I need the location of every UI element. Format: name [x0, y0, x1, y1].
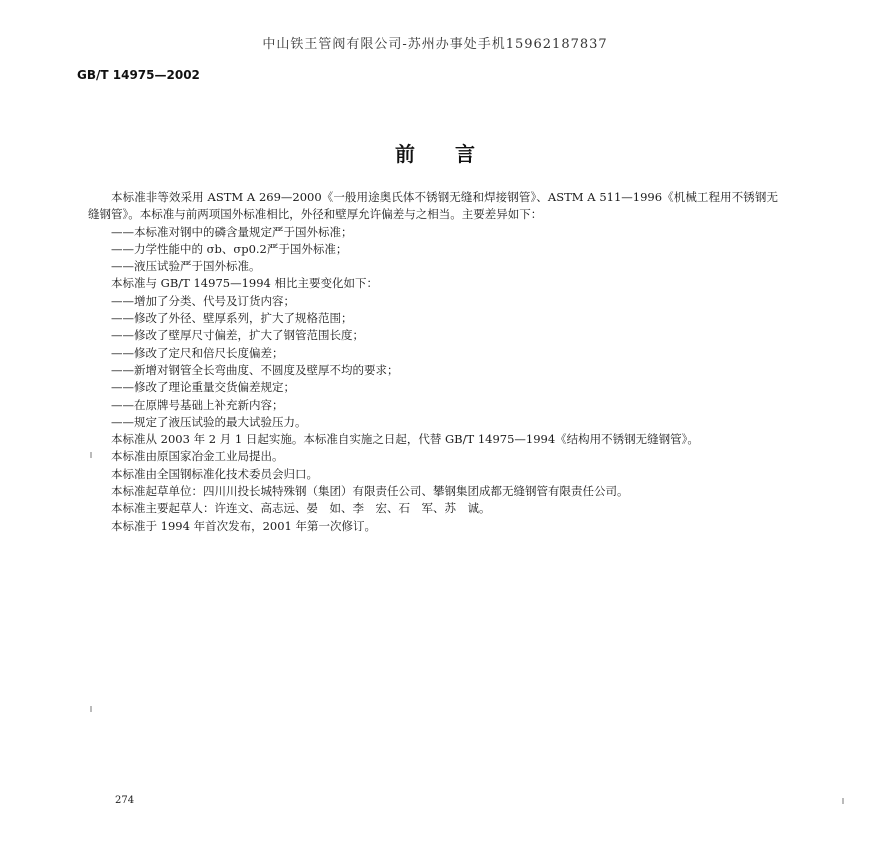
- page-title: 前言: [395, 142, 515, 166]
- paragraph-proposed-by: 本标准由原国家冶金工业局提出。: [111, 449, 284, 464]
- header-watermark: 中山铁王管阀有限公司-苏州办事处手机15962187837: [262, 37, 608, 52]
- list-item: ——新增对钢管全长弯曲度、不圆度及壁厚不均的要求；: [111, 362, 399, 377]
- foreword-body: [88, 189, 778, 535]
- list-item: ——在原牌号基础上补充新内容；: [111, 397, 284, 412]
- page-number: 274: [115, 795, 135, 806]
- paragraph-drafting-units: 本标准起草单位：四川川投长城特殊钢（集团）有限责任公司、攀钢集团成都无缝钢管有限责任公司。: [111, 484, 629, 499]
- scan-artifact: [90, 452, 92, 458]
- list-item: ——增加了分类、代号及订货内容；: [111, 293, 295, 308]
- scan-artifact: [90, 706, 92, 712]
- paragraph-effective-date: 本标准从 2003 年 2 月 1 日起实施。本标准自实施之日起，代替 GB/T 14975—1994《结构用不锈钢无缝钢管》。: [111, 432, 699, 447]
- list-item: ——修改了壁厚尺寸偏差，扩大了钢管范围长度；: [111, 328, 364, 343]
- paragraph-drafters: 本标准主要起草人：许连文、高志远、晏 如、李 宏、石 军、苏 诚。: [111, 501, 491, 516]
- list-item: ——修改了定尺和倍尺长度偏差；: [111, 345, 284, 360]
- list-item: ——力学性能中的 σb、σp0.2严于国外标准；: [111, 241, 348, 256]
- list-item: ——规定了液压试验的最大试验压力。: [111, 414, 307, 429]
- paragraph-adoption: 本标准非等效采用 ASTM A 269—2000《一般用途奥氏体不锈钢无缝和焊接钢管》、ASTM A 511—1996《机械工程用不锈钢无缝钢管》。本标准与前两项国外标准相比，外径和壁厚允许偏差与之相当。主要差异如下：: [88, 190, 778, 222]
- paragraph-administered-by: 本标准由全国钢标准化技术委员会归口。: [111, 466, 318, 481]
- list-item: ——液压试验严于国外标准。: [111, 259, 261, 274]
- list-item: ——本标准对钢中的磷含量规定严于国外标准；: [111, 224, 353, 239]
- scan-artifact: [842, 798, 844, 804]
- list-item: ——修改了外径、壁厚系列，扩大了规格范围；: [111, 311, 353, 326]
- paragraph-changes: 本标准与 GB/T 14975—1994 相比主要变化如下：: [111, 276, 378, 291]
- paragraph-history: 本标准于 1994 年首次发布，2001 年第一次修订。: [111, 518, 376, 533]
- standard-code: GB/T 14975—2002: [77, 68, 200, 82]
- list-item: ——修改了理论重量交货偏差规定；: [111, 380, 295, 395]
